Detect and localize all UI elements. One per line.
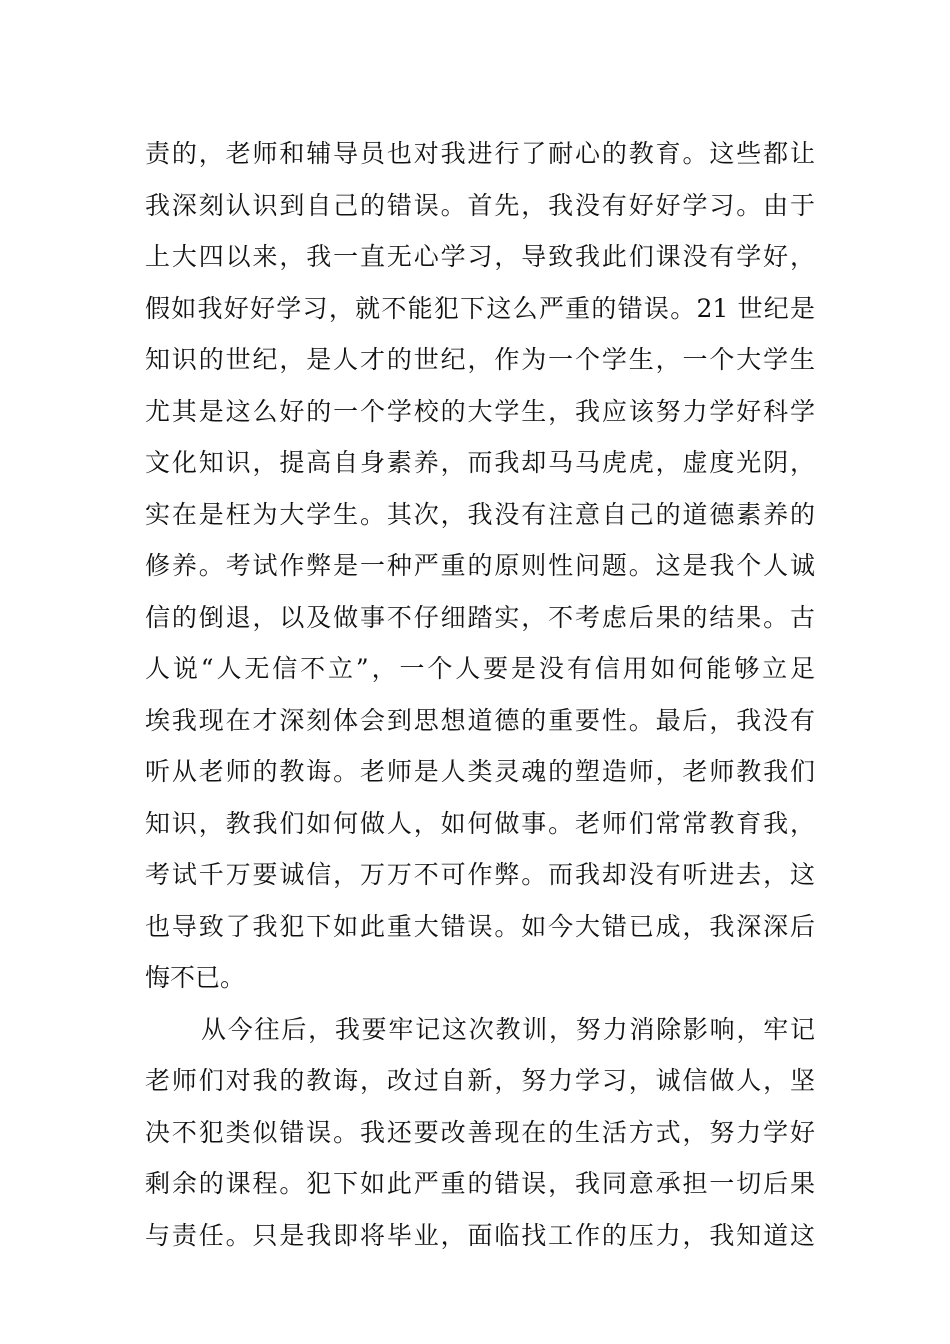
text-line: 考试千万要诚信，万万不可作弊。而我却没有听进去，这 xyxy=(145,860,815,889)
text-line: 上大四以来，我一直无心学习，导致我此们课没有学好， xyxy=(145,242,815,271)
text-line: 决不犯类似错误。我还要改善现在的生活方式，努力学好 xyxy=(145,1117,815,1147)
text-line: 责的，老师和辅导员也对我进行了耐心的教育。这些都让 xyxy=(145,139,815,168)
text-line: 也导致了我犯下如此重大错误。如今大错已成，我深深后 xyxy=(145,911,815,941)
text-line: 文化知识，提高自身素养，而我却马马虎虎，虚度光阴， xyxy=(145,448,815,477)
text-line: 尤其是这么好的一个学校的大学生，我应该努力学好科学 xyxy=(145,396,815,426)
text-line: 与责任。只是我即将毕业，面临找工作的压力，我知道这 xyxy=(145,1220,815,1250)
text-line: 悔不已。 xyxy=(145,963,246,992)
text-line: 老师们对我的教诲，改过自新，努力学习，诚信做人，坚 xyxy=(145,1066,815,1095)
text-line: 剩余的课程。犯下如此严重的错误，我同意承担一切后果 xyxy=(145,1169,815,1198)
document-body xyxy=(145,128,815,1261)
text-line: 埃我现在才深刻体会到思想道德的重要性。最后，我没有 xyxy=(145,705,815,735)
text-line: 知识的世纪，是人才的世纪，作为一个学生，一个大学生 xyxy=(145,345,815,374)
text-line: 从今往后，我要牢记这次教训，努力消除影响，牢记 xyxy=(201,1014,815,1044)
text-line: 知识，教我们如何做人，如何做事。老师们常常教育我， xyxy=(145,808,815,838)
text-line: 修养。考试作弊是一种严重的原则性问题。这是我个人诚 xyxy=(145,551,815,580)
text-line: 假如我好好学习，就不能犯下这么严重的错误。21 世纪是 xyxy=(145,293,815,323)
text-line: 实在是枉为大学生。其次，我没有注意自己的道德素养的 xyxy=(145,499,815,529)
text-line: 我深刻认识到自己的错误。首先，我没有好好学习。由于 xyxy=(145,190,815,220)
text-line: 人说“人无信不立”，一个人要是没有信用如何能够立足 xyxy=(145,654,815,683)
text-line: 信的倒退，以及做事不仔细踏实，不考虑后果的结果。古 xyxy=(145,602,815,632)
text-line: 听从老师的教诲。老师是人类灵魂的塑造师，老师教我们 xyxy=(145,757,815,786)
